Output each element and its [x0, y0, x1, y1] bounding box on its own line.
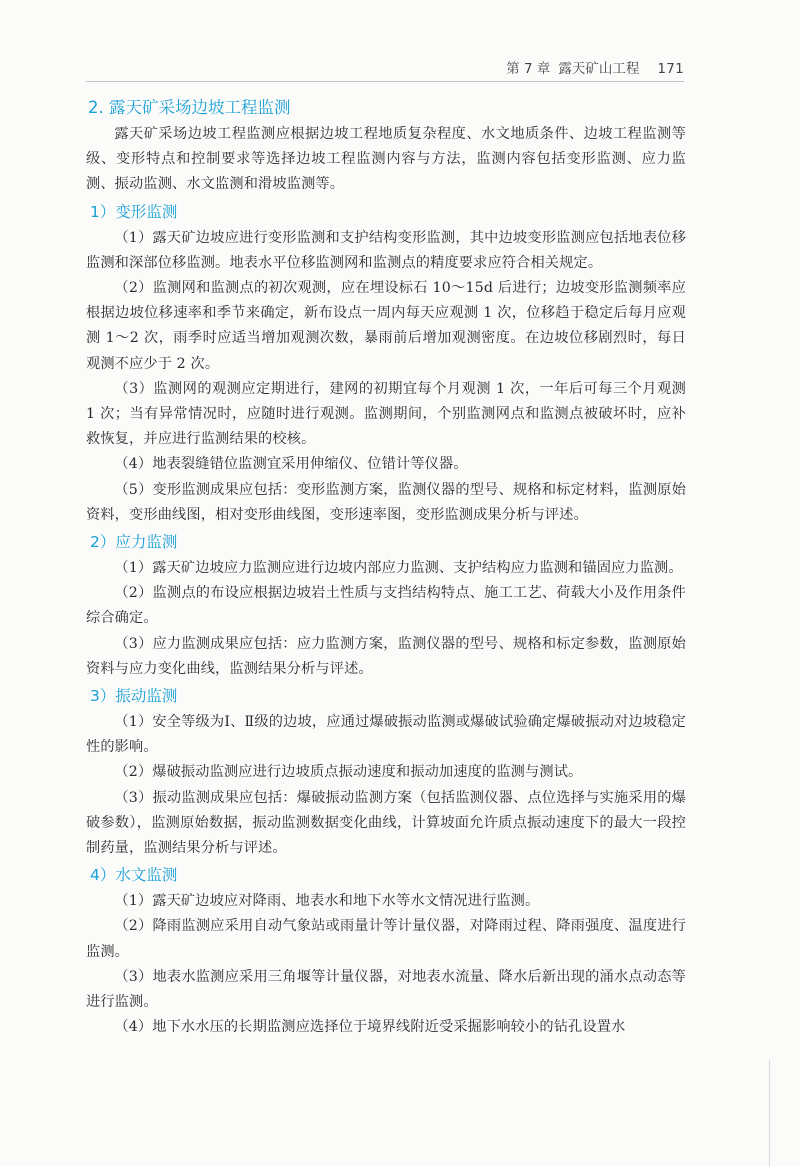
paragraph: （2）降雨监测应采用自动气象站或雨量计等计量仪器，对降雨过程、降雨强度、温度进行监测。 — [86, 918, 686, 960]
paragraph: （2）爆破振动监测应进行边坡质点振动速度和振动加速度的监测与测试。 — [114, 764, 583, 781]
paragraph: （2）监测点的布设应根据边坡岩土性质与支挡结构特点、施工工艺、荷载大小及作用条件综合确定。 — [86, 585, 686, 627]
paragraph: （1）露天矿边坡应力监测应进行边坡内部应力监测、支护结构应力监测和锚固应力监测。 — [114, 560, 683, 577]
paragraph: （4）地下水水压的长期监测应选择位于境界线附近受采掘影响较小的钻孔设置水 — [114, 1019, 626, 1036]
paragraph: （3）地表水监测应采用三角堰等计量仪器，对地表水流量、降水后新出现的涌水点动态等进行监测。 — [86, 968, 686, 1011]
page-edge-line — [769, 1060, 770, 1166]
subsection-title-vibration: 3）振动监测 — [90, 687, 178, 706]
subsection-title-stress: 2）应力监测 — [90, 533, 178, 552]
subsection-title-deformation: 1）变形监测 — [90, 202, 178, 221]
page-number: 171 — [657, 61, 684, 77]
paragraph: （2）监测网和监测点的初次观测，应在埋设标石 10～15d 后进行；边坡变形监测频率应根据边坡位移速率和季节来确定，新布设点一周内每天应观测 1 次，位移趋于稳定后每月应观测 1～2 次，雨季时应适当增加观测次数，暴雨前后增加观测密度。在边坡位移剧烈时，每日观测不应少于 2 次。 — [86, 280, 686, 372]
paragraph: （1）露天矿边坡应对降雨、地表水和地下水等水文情况进行监测。 — [114, 893, 540, 910]
paragraph: （1）安全等级为Ⅰ、Ⅱ级的边坡，应通过爆破振动监测或爆破试验确定爆破振动对边坡稳定性的影响。 — [86, 714, 686, 756]
paragraph: （4）地表裂缝错位监测宜采用伸缩仪、位错计等仪器。 — [114, 456, 468, 473]
paragraph: （1）露天矿边坡应进行变形监测和支护结构变形监测，其中边坡变形监测应包括地表位移监测和深部位移监测。地表水平位移监测网和监测点的精度要求应符合相关规定。 — [86, 229, 686, 271]
header-title: 露天矿山工程 — [558, 61, 640, 77]
page-content — [86, 96, 686, 1041]
paragraph: （3）振动监测成果应包括：爆破振动监测方案（包括监测仪器、点位选择与实施采用的爆破参数），监测原始数据，振动监测数据变化曲线，计算坡面允许质点振动速度下的最大一段控制药量，监测结果分析与评述。 — [86, 789, 686, 857]
header-chapter: 第 7 章 — [506, 61, 551, 77]
section-title: 2. 露天矿采场边坡工程监测 — [88, 98, 291, 117]
paragraph: （3）应力监测成果应包括：应力监测方案，监测仪器的型号、规格和标定参数，监测原始资料与应力变化曲线，监测结果分析与评述。 — [86, 635, 686, 677]
subsection-title-hydrology: 4）水文监测 — [90, 866, 178, 885]
running-header — [86, 56, 684, 82]
paragraph: （5）变形监测成果应包括：变形监测方案，监测仪器的型号、规格和标定材料，监测原始资料，变形曲线图，相对变形曲线图，变形速率图，变形监测成果分析与评述。 — [86, 481, 686, 523]
paragraph: （3）监测网的观测应定期进行，建网的初期宜每个月观测 1 次，一年后可每三个月观测 1 次；当有异常情况时，应随时进行观测。监测期间，个别监测网点和监测点被破坏时，应补救恢复，并应进行监测结果的校核。 — [86, 380, 686, 448]
section-intro: 露天矿采场边坡工程监测应根据边坡工程地质复杂程度、水文地质条件、边坡工程监测等级、变形特点和控制要求等选择边坡工程监测内容与方法，监测内容包括变形监测、应力监测、振动监测、水文监测和滑坡监测等。 — [86, 126, 686, 193]
